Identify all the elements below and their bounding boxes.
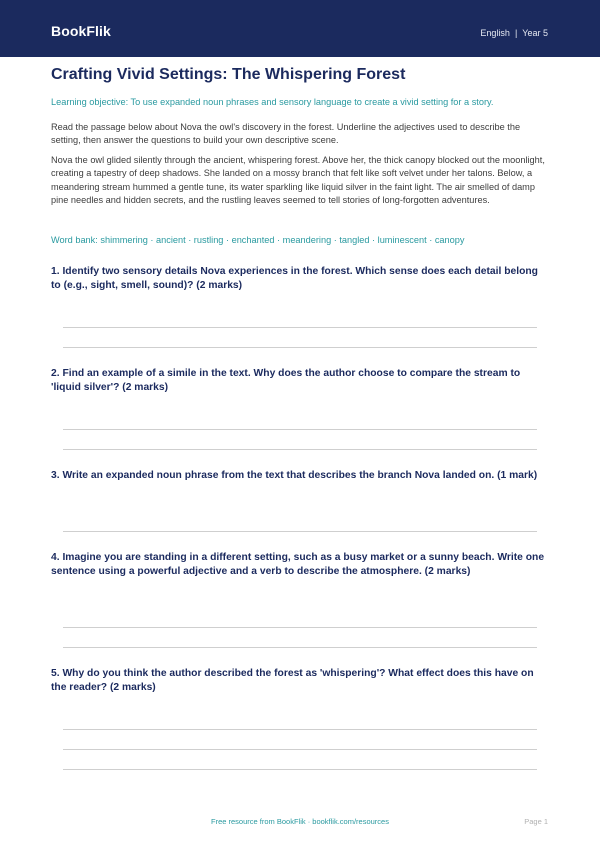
page-title: Crafting Vivid Settings: The Whispering Forest [51, 66, 406, 83]
question-2: 2. Find an example of a simile in the text. Why does the author choose to compare the stream to 'liquid silver'? (2 marks) [51, 368, 521, 393]
answer-line[interactable] [63, 627, 537, 628]
question-3: 3. Write an expanded noun phrase from the text that describes the branch Nova landed on. (1 mark) [51, 470, 538, 481]
answer-line[interactable] [63, 647, 537, 648]
learning-objective: Learning objective: To use expanded noun phrases and sensory language to create a vivid setting for a story. [51, 97, 494, 107]
answer-line[interactable] [63, 449, 537, 450]
word-bank: Word bank: shimmering · ancient · rustling · enchanted · meandering · tangled · luminescent · canopy [51, 235, 465, 245]
header-meta [480, 28, 548, 38]
answer-line[interactable] [63, 347, 537, 348]
header-bar [0, 0, 600, 57]
answer-line[interactable] [63, 327, 537, 328]
question-5: 5. Why do you think the author described the forest as 'whispering'? What effect does this have on the reader? (2 marks) [51, 668, 534, 693]
page-number: Page 1 [524, 817, 548, 826]
question-1: 1. Identify two sensory details Nova experiences in the forest. Which sense does each detail belong to (e.g., sight, smell, sound)? (2 marks) [51, 266, 538, 291]
brand-logo: BookFlik [51, 23, 111, 39]
answer-line[interactable] [63, 769, 537, 770]
answer-line[interactable] [63, 531, 537, 532]
year-label: Year 5 [522, 28, 548, 38]
meta-separator: | [514, 28, 518, 38]
answer-line[interactable] [63, 729, 537, 730]
footer-credit: Free resource from BookFlik · bookflik.com/resources [211, 817, 389, 826]
subject-label: English [480, 28, 510, 38]
answer-line[interactable] [63, 429, 537, 430]
reading-passage: Nova the owl glided silently through the ancient, whispering forest. Above her, the thick canopy blocked out the moonlight, creating a tapestry of deep shadows. She landed on a mossy branch that felt like soft velvet under her talons. Below, a meandering stream hummed a gentle tune, its water sparkling like liquid silver in the faint light. The air smelled of damp pine needles and hidden secrets, and the rustling leaves seemed to tell stories of long-forgotten adventures. [51, 155, 545, 205]
answer-line[interactable] [63, 749, 537, 750]
question-4: 4. Imagine you are standing in a different setting, such as a busy market or a sunny beach. Write one sentence using a powerful adjective and a verb to describe the atmosphere. (2 marks) [51, 552, 545, 577]
instructions-text: Read the passage below about Nova the owl's discovery in the forest. Underline the adjectives used to describe the setting, then answer the questions to build your own descriptive scene. [51, 122, 521, 146]
